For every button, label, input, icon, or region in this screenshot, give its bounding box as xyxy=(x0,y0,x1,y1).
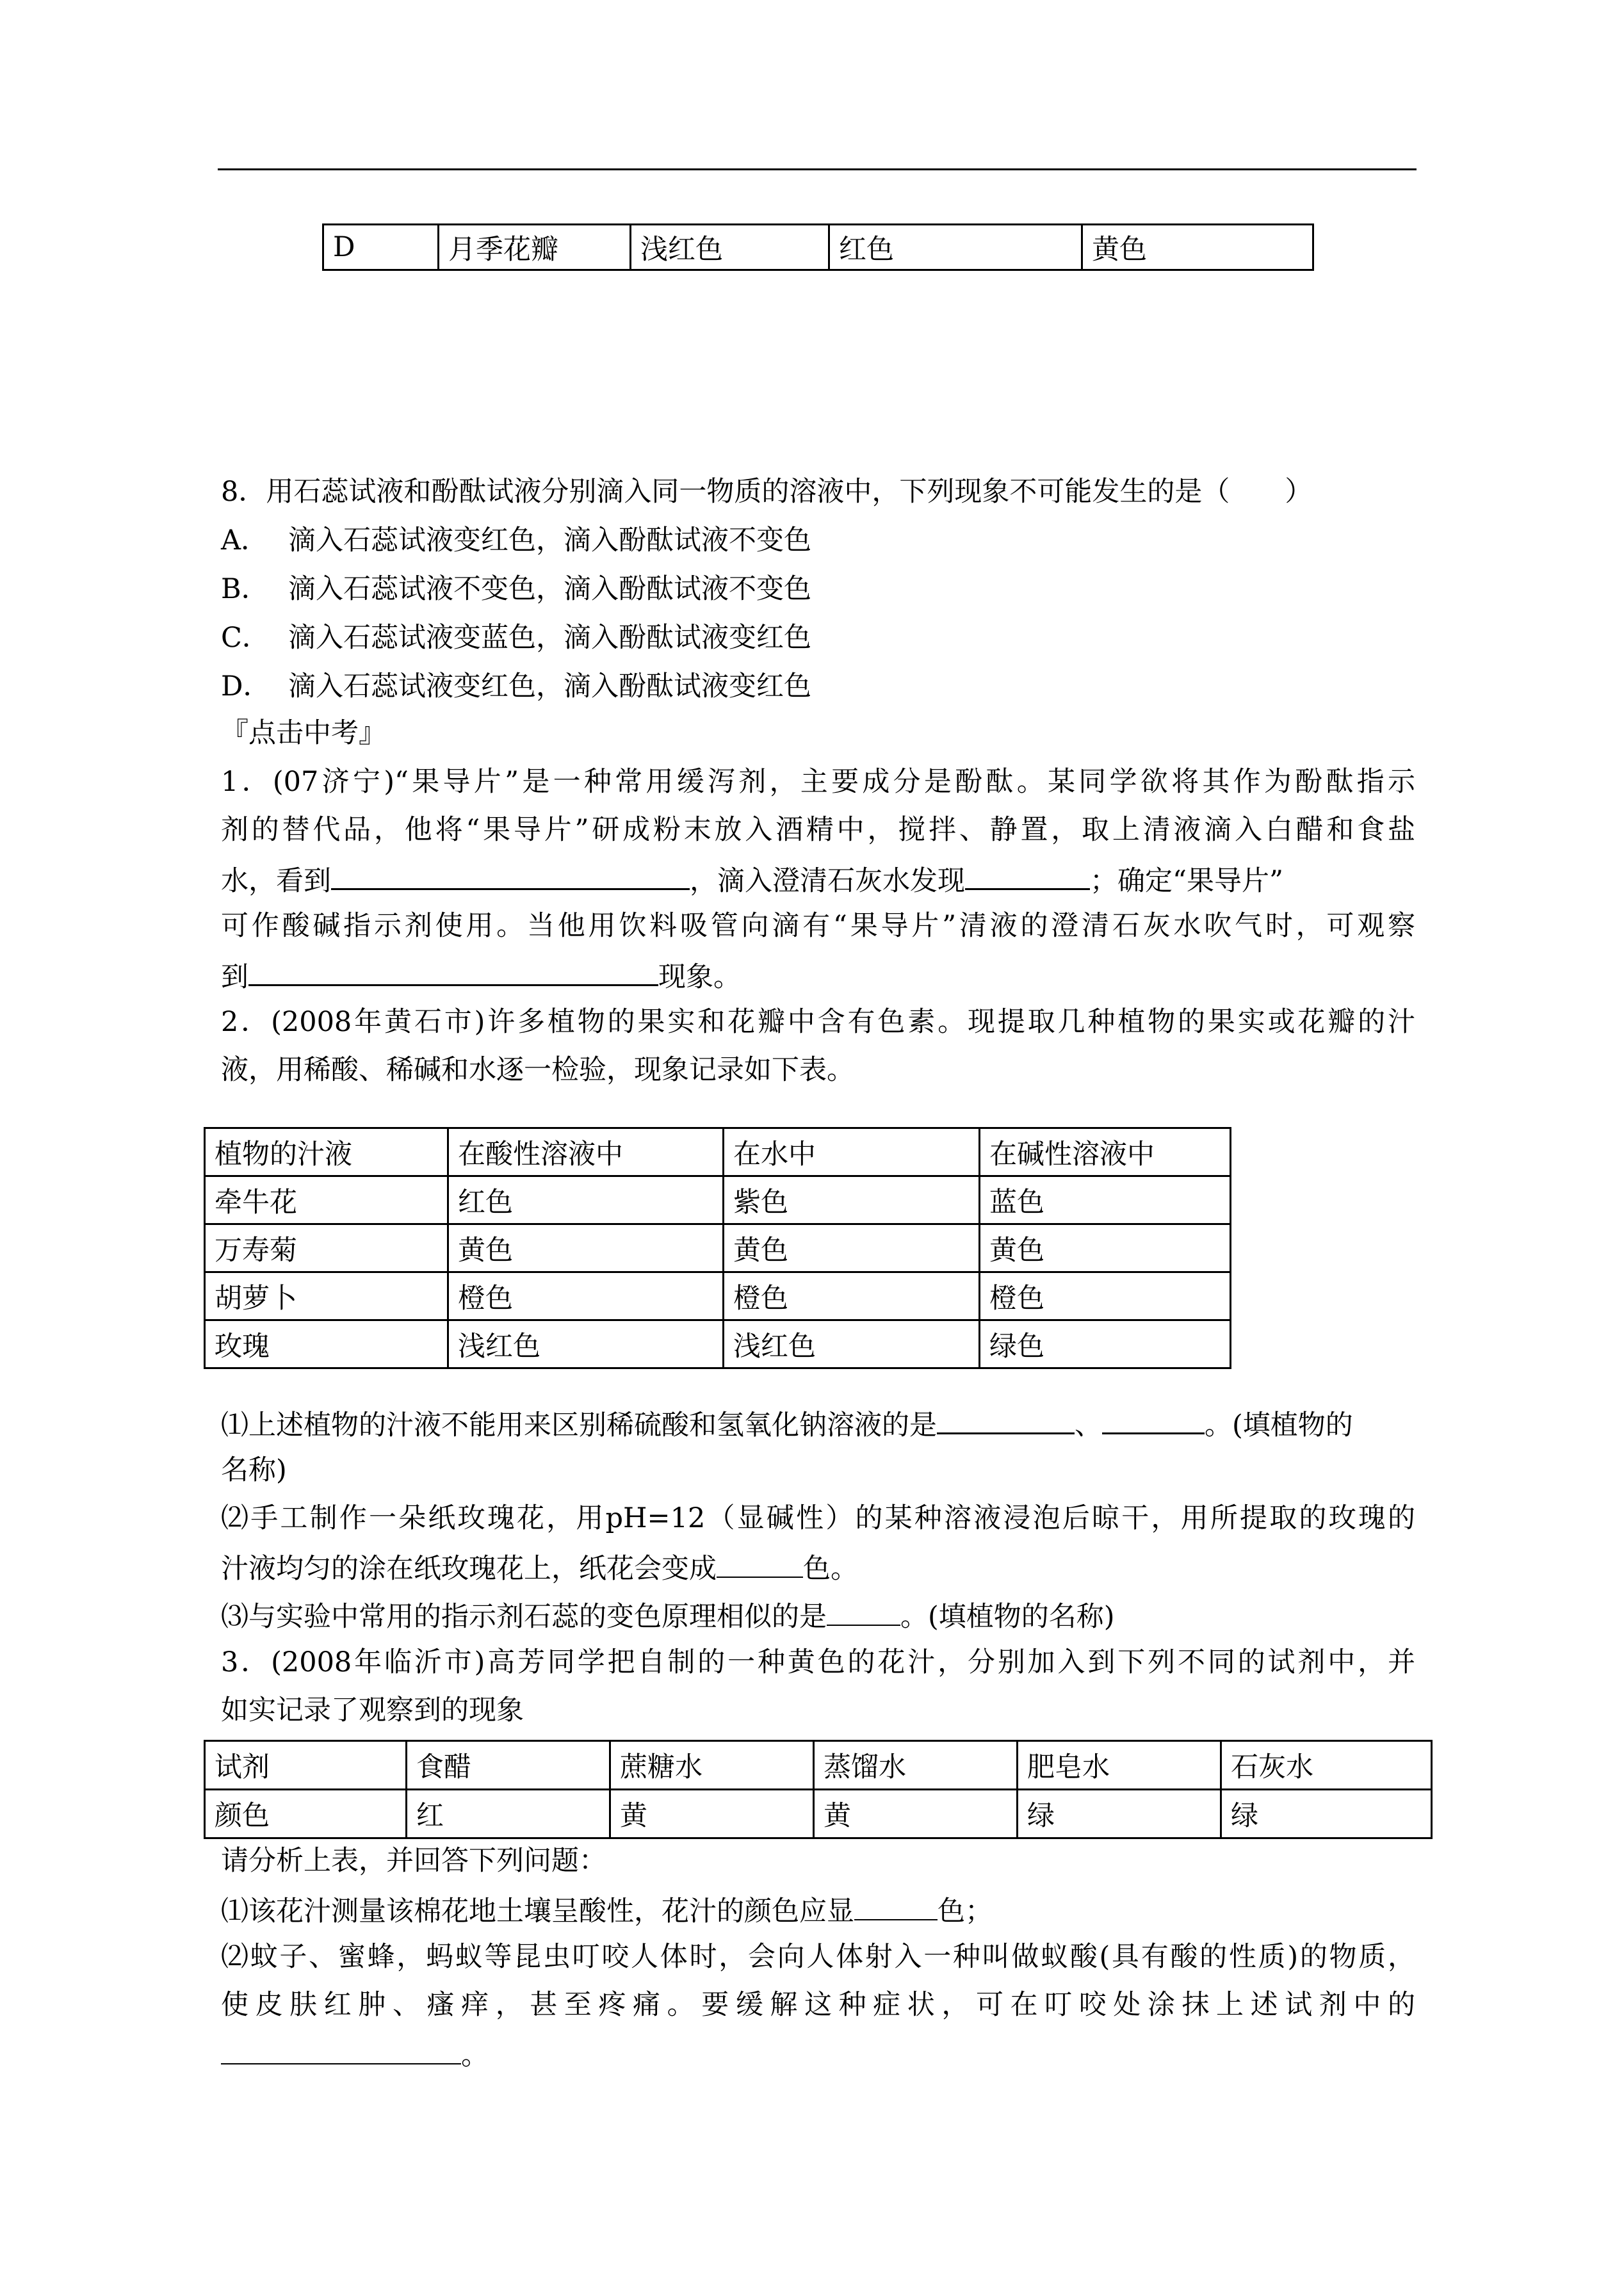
q8-option-b xyxy=(221,572,811,606)
table-row xyxy=(323,225,1313,270)
section-title: 『点击中考』 xyxy=(221,717,386,749)
table-cell: 石灰水 xyxy=(1221,1741,1432,1790)
table-header: 在碱性溶液中 xyxy=(980,1128,1231,1176)
table-header: 在水中 xyxy=(724,1128,980,1176)
answer-blank[interactable] xyxy=(827,1598,900,1626)
table-cell: 黄色 xyxy=(980,1224,1231,1272)
p2-sub2-line1: ⑵手工制作一朵纸玫瑰花，用pH=12（显碱性）的某种溶液浸泡后晾干，用所提取的玫瑰的 xyxy=(221,1502,1415,1534)
option-label: A． xyxy=(221,524,269,556)
p2-sub1-cont: 名称) xyxy=(221,1454,287,1486)
table-cell: 橙色 xyxy=(980,1272,1231,1320)
table-cell: 黄色 xyxy=(448,1224,724,1272)
table-cell: 玫瑰 xyxy=(205,1320,448,1368)
table-cell: 浅红色 xyxy=(631,225,829,270)
p2-sub2-line2 xyxy=(221,1550,858,1585)
answer-blank[interactable] xyxy=(221,2036,461,2064)
table-cell: 浅红色 xyxy=(724,1320,980,1368)
p3-sub1 xyxy=(221,1892,993,1928)
table-cell: 紫色 xyxy=(724,1176,980,1224)
text: ⑴上述植物的汁液不能用来区别稀硫酸和氢氧化钠溶液的是 xyxy=(221,1409,937,1441)
table-cell: 橙色 xyxy=(448,1272,724,1320)
plant-juice-table xyxy=(204,1127,1231,1369)
answer-blank[interactable] xyxy=(1102,1406,1205,1434)
reagent-table xyxy=(204,1740,1433,1839)
table-cell: 黄色 xyxy=(1082,225,1313,270)
text: 色； xyxy=(938,1895,993,1927)
top-table xyxy=(322,223,1314,271)
answer-blank[interactable] xyxy=(854,1892,938,1920)
p1-line1: 1．(07济宁)“果导片”是一种常用缓泻剂，主要成分是酚酞。某同学欲将其作为酚酞指示 xyxy=(221,766,1415,798)
text: 。(填植物的 xyxy=(1205,1409,1353,1441)
p3-sub2-line2: 使皮肤红肿、瘙痒，甚至疼痛。要缓解这种症状，可在叮咬处涂抹上述试剂中的 xyxy=(221,1989,1415,2021)
answer-blank[interactable] xyxy=(717,1550,803,1578)
table-row xyxy=(205,1320,1231,1368)
header-rule xyxy=(218,168,1417,170)
table-row xyxy=(205,1176,1231,1224)
table-cell: 蓝色 xyxy=(980,1176,1231,1224)
table-cell: 蔗糖水 xyxy=(610,1741,814,1790)
q8-stem: 8．用石蕊试液和酚酞试液分别滴入同一物质的溶液中，下列现象不可能发生的是（ ） xyxy=(221,476,1313,508)
text: 汁液均匀的涂在纸玫瑰花上，纸花会变成 xyxy=(221,1553,717,1585)
text: ，滴入澄清石灰水发现 xyxy=(690,865,965,897)
text: 。(填植物的名称) xyxy=(900,1601,1115,1633)
table-cell: 月季花瓣 xyxy=(439,225,631,270)
q8-option-d xyxy=(221,670,811,703)
option-text: 滴入石蕊试液变红色，滴入酚酞试液变红色 xyxy=(288,670,811,702)
text: 到 xyxy=(221,961,248,993)
p3-line1: 3．(2008年临沂市)高芳同学把自制的一种黄色的花汁，分别加入到下列不同的试剂中，并 xyxy=(221,1646,1415,1678)
table-cell: 红色 xyxy=(829,225,1082,270)
p2-line1: 2．(2008年黄石市)许多植物的果实和花瓣中含有色素。现提取几种植物的果实或花瓣的汁 xyxy=(221,1006,1415,1038)
p3-sub2-line1: ⑵蚊子、蜜蜂，蚂蚁等昆虫叮咬人体时，会向人体射入一种叫做蚁酸(具有酸的性质)的物质， xyxy=(221,1941,1415,1973)
q8-option-c xyxy=(221,621,811,654)
p2-sub1 xyxy=(221,1406,1353,1442)
table-cell: 肥皂水 xyxy=(1018,1741,1221,1790)
table-header: 植物的汁液 xyxy=(205,1128,448,1176)
table-cell: 食醋 xyxy=(407,1741,610,1790)
answer-blank[interactable] xyxy=(965,861,1090,890)
table-row xyxy=(205,1224,1231,1272)
table-cell: 胡萝卜 xyxy=(205,1272,448,1320)
table-cell: 绿 xyxy=(1221,1790,1432,1838)
p2-line2: 液，用稀酸、稀碱和水逐一检验，现象记录如下表。 xyxy=(221,1054,854,1086)
option-text: 滴入石蕊试液变蓝色，滴入酚酞试液变红色 xyxy=(288,622,811,654)
table-cell: 牵牛花 xyxy=(205,1176,448,1224)
p1-line5 xyxy=(221,957,741,994)
text: 。 xyxy=(461,2040,489,2072)
table-cell: 黄色 xyxy=(724,1224,980,1272)
text: ⑴该花汁测量该棉花地土壤呈酸性，花汁的颜色应显 xyxy=(221,1895,854,1927)
table-cell: 橙色 xyxy=(724,1272,980,1320)
option-label: C． xyxy=(221,622,270,654)
p3-sub2-line3 xyxy=(221,2036,489,2072)
table-cell: 黄 xyxy=(814,1790,1018,1838)
table-cell: 绿 xyxy=(1018,1790,1221,1838)
text: 水，看到 xyxy=(221,865,331,897)
text: 、 xyxy=(1075,1409,1102,1441)
table-cell: D xyxy=(323,225,439,270)
table-row xyxy=(205,1741,1432,1790)
table-row xyxy=(205,1790,1432,1838)
table-cell: 万寿菊 xyxy=(205,1224,448,1272)
text: 现象。 xyxy=(658,961,741,993)
p1-line3 xyxy=(221,861,1283,898)
table-header: 在酸性溶液中 xyxy=(448,1128,724,1176)
p1-line2: 剂的替代品，他将“果导片”研成粉末放入酒精中，搅拌、静置，取上清液滴入白醋和食盐 xyxy=(221,814,1415,846)
text: ⑶与实验中常用的指示剂石蕊的变色原理相似的是 xyxy=(221,1601,827,1633)
text: 色。 xyxy=(803,1553,858,1585)
table-cell: 红色 xyxy=(448,1176,724,1224)
answer-blank[interactable] xyxy=(248,957,658,986)
table-cell: 颜色 xyxy=(205,1790,407,1838)
p3-line2: 如实记录了观察到的现象 xyxy=(221,1694,524,1726)
answer-blank[interactable] xyxy=(331,861,690,890)
option-text: 滴入石蕊试液变红色，滴入酚酞试液不变色 xyxy=(288,524,811,556)
table-cell: 试剂 xyxy=(205,1741,407,1790)
option-text: 滴入石蕊试液不变色，滴入酚酞试液不变色 xyxy=(288,573,811,605)
option-label: B． xyxy=(221,573,269,605)
table-row xyxy=(205,1272,1231,1320)
table-cell: 绿色 xyxy=(980,1320,1231,1368)
option-label: D． xyxy=(221,670,271,702)
table-cell: 蒸馏水 xyxy=(814,1741,1018,1790)
p3-after-table: 请分析上表，并回答下列问题： xyxy=(221,1845,606,1877)
table-header-row xyxy=(205,1128,1231,1176)
table-cell: 红 xyxy=(407,1790,610,1838)
p1-line4: 可作酸碱指示剂使用。当他用饮料吸管向滴有“果导片”清液的澄清石灰水吹气时，可观察 xyxy=(221,910,1415,942)
q8-option-a xyxy=(221,524,811,557)
table-cell: 黄 xyxy=(610,1790,814,1838)
text: ；确定“果导片” xyxy=(1090,865,1283,897)
answer-blank[interactable] xyxy=(937,1406,1075,1434)
p2-sub3 xyxy=(221,1598,1115,1634)
table-cell: 浅红色 xyxy=(448,1320,724,1368)
